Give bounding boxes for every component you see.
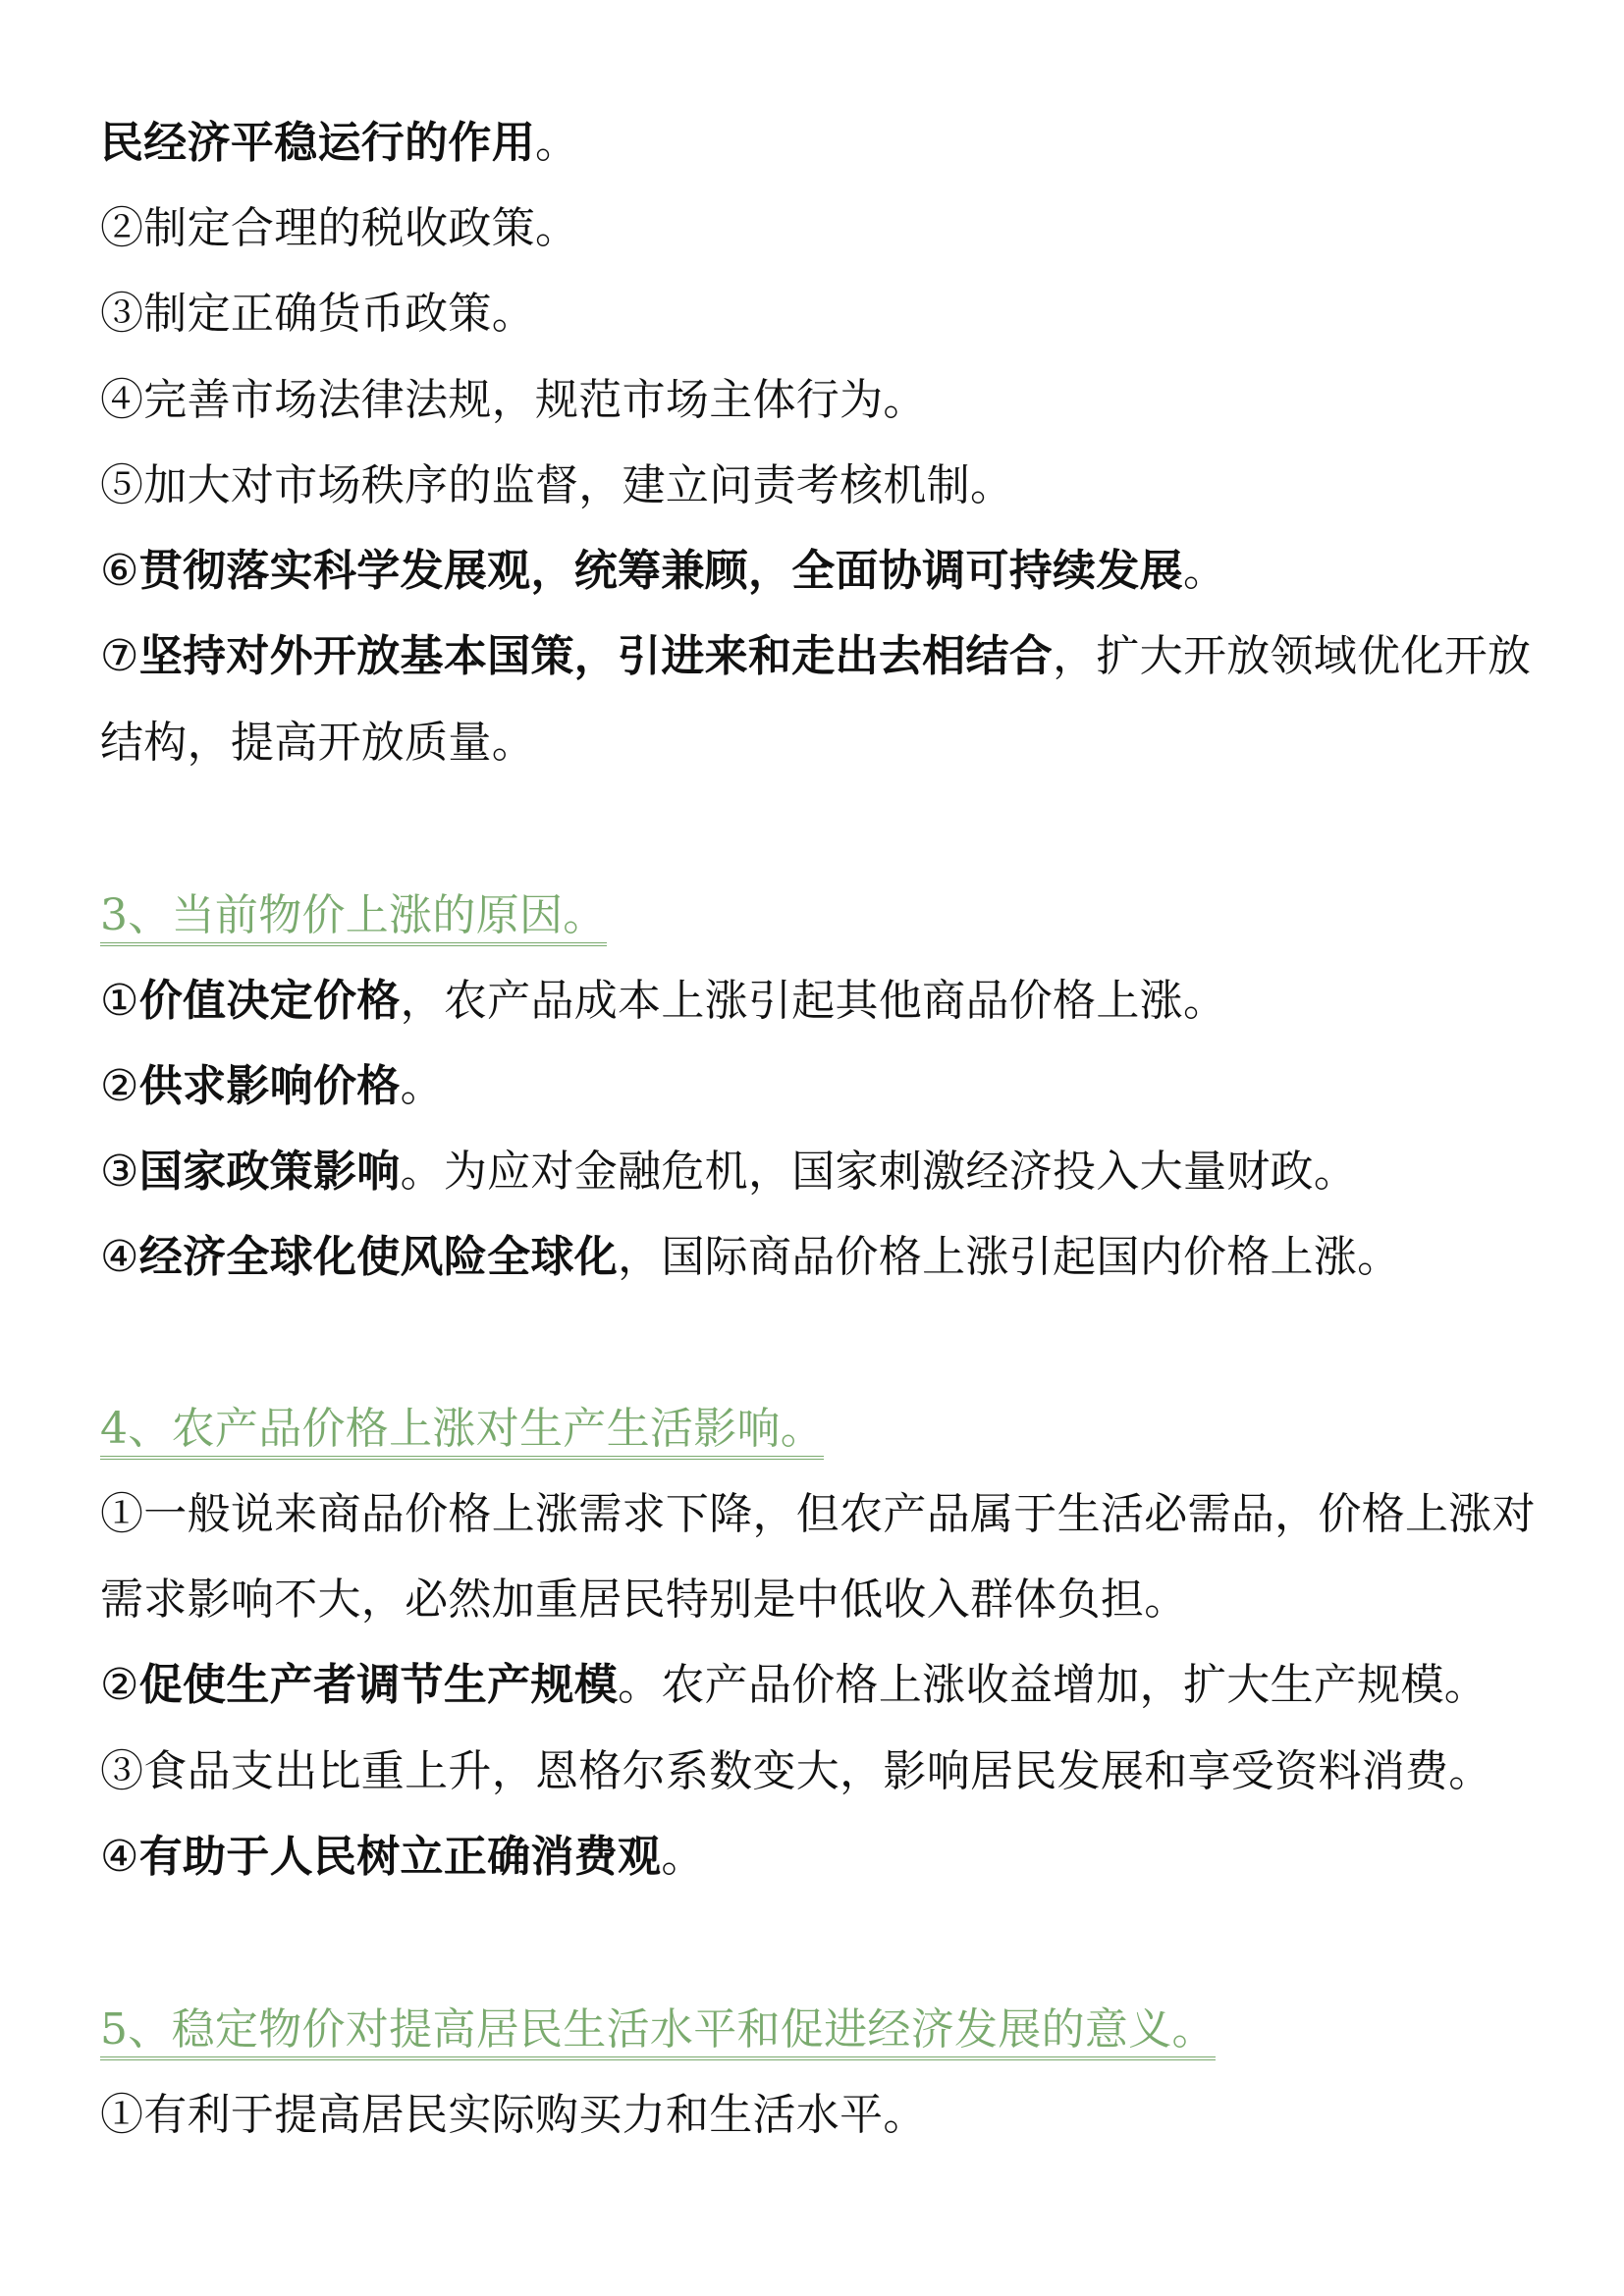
text-segment: 4、农产品价格上涨对生产生活影响。 [100, 1404, 825, 1454]
bold-text: 经济全球化使风险全球化 [138, 1232, 619, 1282]
text-segment: 3、当前物价上涨的原因。 [100, 890, 607, 940]
text-segment: ，扩大开放领域优化开放 [1053, 631, 1532, 681]
text-segment: ② [100, 1660, 139, 1710]
paragraph-line [100, 974, 1226, 1029]
bold-text: 贯彻落实科学发展观，统筹兼顾，全面协调可持续发展 [138, 546, 1183, 596]
line-content [100, 1575, 1188, 1625]
text-segment: ③制定正确货币政策。 [100, 289, 535, 339]
paragraph-line [100, 373, 927, 428]
line-content [100, 1061, 444, 1111]
text-segment: ④ [100, 1832, 139, 1882]
bold-text: 有助于人民树立正确消费观 [138, 1832, 662, 1882]
paragraph-line [100, 1145, 1357, 1200]
line-content [100, 1489, 1536, 1539]
paragraph-line [100, 1059, 444, 1114]
bold-text: 坚持对外开放基本国策，引进来和走出去相结合 [138, 631, 1054, 681]
paragraph-line [100, 629, 1531, 684]
text-segment: 。 [661, 1832, 705, 1882]
paragraph-line [100, 544, 1226, 599]
line-content [100, 976, 1226, 1026]
paragraph-line [100, 201, 578, 256]
paragraph-line [100, 287, 535, 342]
text-segment: ，国际商品价格上涨引起国内价格上涨。 [618, 1232, 1401, 1282]
paragraph-line [100, 1830, 705, 1885]
line-content [100, 1746, 1492, 1796]
paragraph-line [100, 1744, 1492, 1799]
text-segment: ③食品支出比重上升，恩格尔系数变大，影响居民发展和享受资料消费。 [100, 1746, 1492, 1796]
text-segment: ⑦ [100, 631, 139, 681]
bold-text: 国家政策影响 [138, 1147, 401, 1197]
line-content [100, 631, 1531, 681]
section-heading [100, 888, 607, 943]
text-segment: ，农产品成本上涨引起其他商品价格上涨。 [400, 976, 1227, 1026]
section-heading [100, 1402, 824, 1457]
line-content [100, 375, 927, 425]
text-segment: ① [100, 976, 139, 1026]
paragraph-line [100, 1487, 1536, 1542]
text-segment: ④完善市场法律法规，规范市场主体行为。 [100, 375, 927, 425]
paragraph-line [100, 1230, 1400, 1285]
paragraph-line [100, 1573, 1188, 1628]
text-segment: 。 [400, 1061, 444, 1111]
line-content [100, 1232, 1400, 1282]
line-content [100, 118, 578, 168]
line-content [100, 546, 1226, 596]
text-segment: ①一般说来商品价格上涨需求下降，但农产品属于生活必需品，价格上涨对 [100, 1489, 1536, 1539]
text-segment: 。 [1182, 546, 1227, 596]
text-segment: ②制定合理的税收政策。 [100, 203, 579, 253]
text-segment: 。为应对金融危机，国家刺激经济投入大量财政。 [400, 1147, 1358, 1197]
section-heading [100, 2002, 1216, 2057]
text-segment: ② [100, 1061, 139, 1111]
text-segment: ①有利于提高居民实际购买力和生活水平。 [100, 2090, 927, 2140]
line-content [100, 1832, 705, 1882]
bold-text: 促使生产者调节生产规模 [138, 1660, 619, 1710]
text-segment: 。农产品价格上涨收益增加，扩大生产规模。 [618, 1660, 1489, 1710]
bold-text: 民经济平稳运行的作用 [100, 118, 535, 168]
paragraph-line [100, 116, 578, 171]
text-segment: ④ [100, 1232, 139, 1282]
line-content [100, 2004, 1216, 2060]
paragraph-line [100, 716, 535, 771]
text-segment: ⑤加大对市场秩序的监督，建立问责考核机制。 [100, 460, 1014, 510]
line-content [100, 289, 535, 339]
paragraph-line [100, 1658, 1488, 1713]
line-content [100, 2090, 927, 2140]
line-content [100, 718, 535, 768]
text-segment: ③ [100, 1147, 139, 1197]
text-segment: ⑥ [100, 546, 139, 596]
line-content [100, 203, 578, 253]
bold-text: 价值决定价格 [138, 976, 401, 1026]
line-content [100, 460, 1013, 510]
text-segment: 需求影响不大，必然加重居民特别是中低收入群体负担。 [100, 1575, 1188, 1625]
paragraph-line [100, 2088, 927, 2143]
paragraph-line [100, 458, 1013, 513]
bold-text: 供求影响价格 [138, 1061, 401, 1111]
line-content [100, 1404, 824, 1460]
line-content [100, 1147, 1357, 1197]
line-content [100, 890, 607, 946]
text-segment: 5、稳定物价对提高居民生活水平和促进经济发展的意义。 [100, 2004, 1216, 2055]
text-segment: 。 [535, 118, 579, 168]
text-segment: 结构，提高开放质量。 [100, 718, 535, 768]
line-content [100, 1660, 1488, 1710]
